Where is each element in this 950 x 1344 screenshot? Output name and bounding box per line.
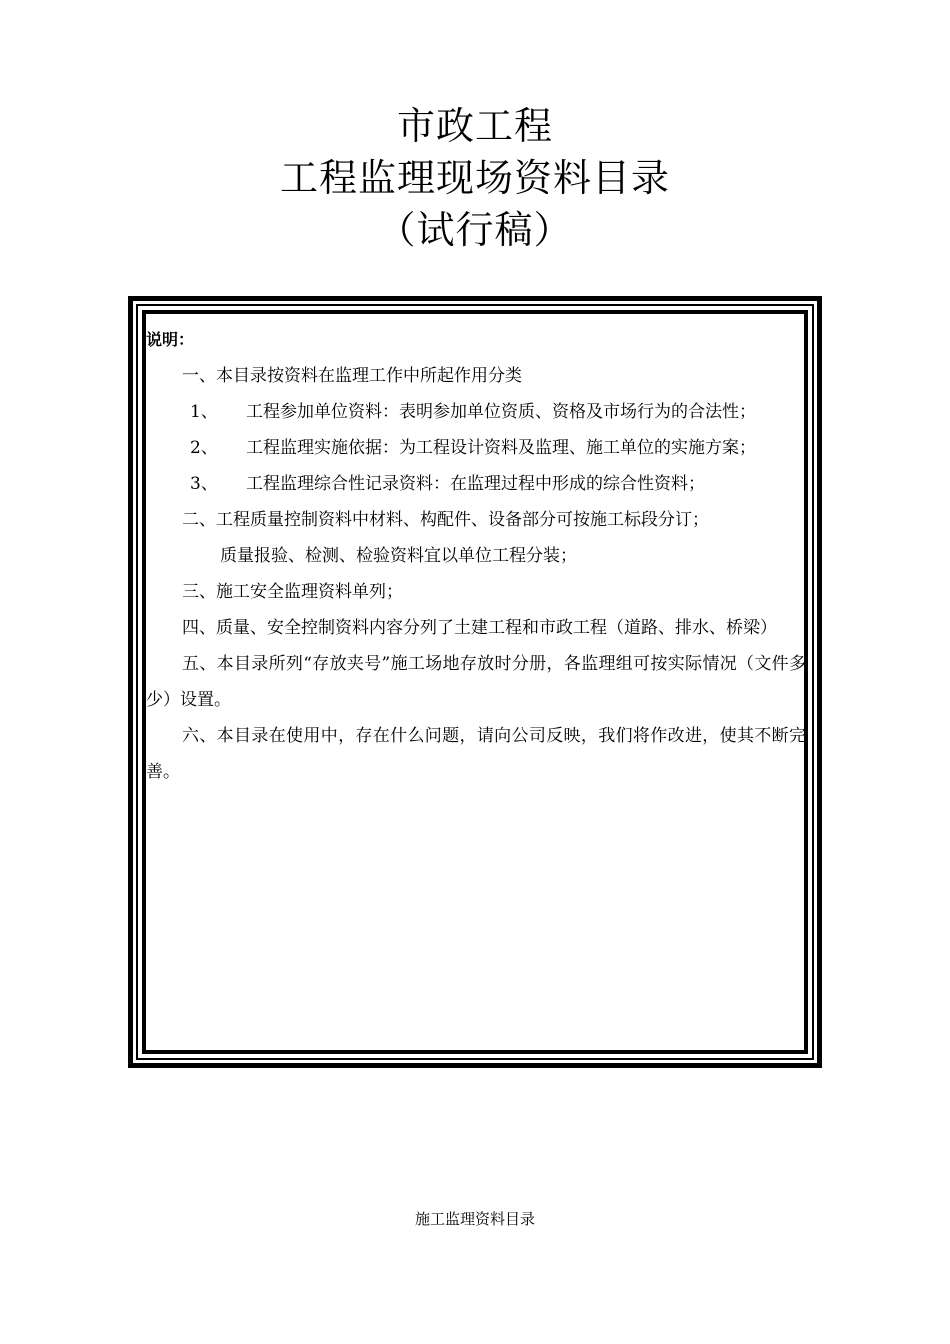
page-footer: 施工监理资料目录 bbox=[414, 1210, 535, 1228]
note-item-number: 3、 bbox=[190, 474, 218, 494]
note-paragraph-6: 六、本目录在使用中，存在什么问题，请向公司反映，我们将作改进，使其不断完善。 bbox=[146, 726, 806, 782]
notes-content bbox=[146, 322, 806, 790]
note-paragraph-2b: 质量报验、检测、检验资料宜以单位工程分装； bbox=[220, 546, 577, 566]
note-item-text: 工程监理综合性记录资料：在监理过程中形成的综合性资料； bbox=[246, 474, 705, 494]
document-title bbox=[0, 100, 950, 256]
note-item-number: 1、 bbox=[190, 402, 218, 422]
note-paragraph-2: 二、工程质量控制资料中材料、构配件、设备部分可按施工标段分订； bbox=[182, 510, 709, 530]
notes-heading: 说明： bbox=[146, 330, 195, 349]
title-line-2: 工程监理现场资料目录 bbox=[279, 156, 670, 200]
note-item-1 bbox=[146, 394, 806, 430]
note-item-text: 工程监理实施依据：为工程设计资料及监理、施工单位的实施方案； bbox=[246, 438, 756, 458]
note-paragraph-5: 五、本目录所列“存放夹号”施工场地存放时分册，各监理组可按实际情况（文件多少）设置。 bbox=[146, 654, 806, 710]
note-item-3 bbox=[146, 466, 806, 502]
note-item-2 bbox=[146, 430, 806, 466]
note-intro: 一、本目录按资料在监理工作中所起作用分类 bbox=[182, 366, 522, 386]
note-item-text: 工程参加单位资料：表明参加单位资质、资格及市场行为的合法性； bbox=[246, 402, 756, 422]
title-line-3: （试行稿） bbox=[377, 208, 573, 252]
note-paragraph-4: 四、质量、安全控制资料内容分列了土建工程和市政工程（道路、排水、桥梁） bbox=[182, 618, 777, 638]
title-line-1: 市政工程 bbox=[396, 104, 553, 148]
note-paragraph-3: 三、施工安全监理资料单列； bbox=[182, 582, 403, 602]
note-item-number: 2、 bbox=[190, 438, 218, 458]
